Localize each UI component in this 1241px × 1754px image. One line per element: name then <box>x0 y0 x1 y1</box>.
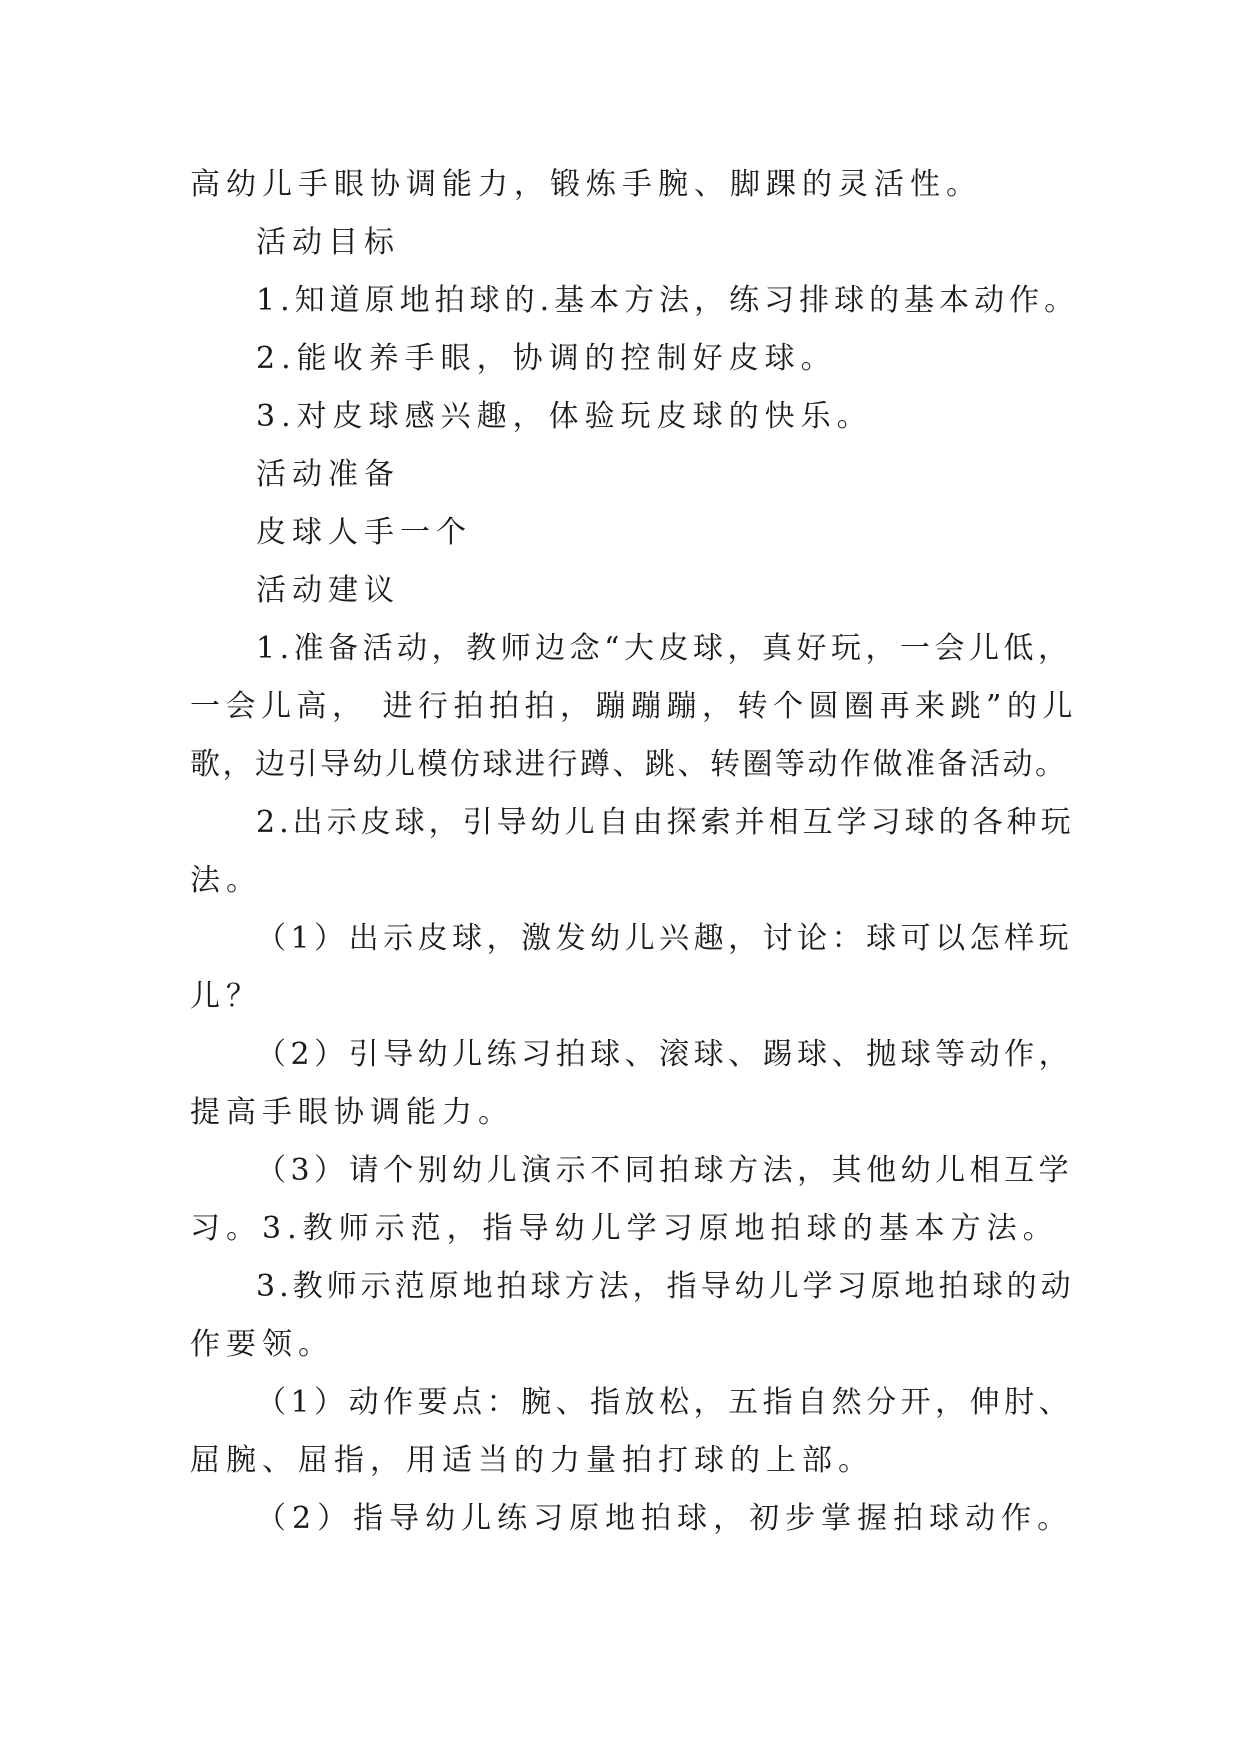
sub-item-2-line-1: （2）引导幼儿练习拍球、滚球、踢球、抛球等动作， <box>256 1037 1074 1072</box>
sub-item-1-line-2: 儿？ <box>190 979 262 1014</box>
suggestion-2-line-1: 2.出示皮球，引导幼儿自由探索并相互学习球的各种玩 <box>256 805 1075 840</box>
goal-item-2: 2.能收养手眼，协调的控制好皮球。 <box>256 341 837 376</box>
suggestion-1-line-1: 1.准备活动，教师边念“大皮球，真好玩，一会儿低， <box>256 631 1073 666</box>
suggestion-3-line-2: 作要领。 <box>190 1327 334 1362</box>
heading-activity-preparation: 活动准备 <box>256 457 400 492</box>
sub-item-1-line-1: （1）出示皮球，激发幼儿兴趣，讨论：球可以怎样玩 <box>256 921 1074 956</box>
sub-item-2-line-2: 提高手眼协调能力。 <box>190 1095 514 1130</box>
sub-point-1-line-2: 屈腕、屈指，用适当的力量拍打球的上部。 <box>190 1443 874 1478</box>
heading-activity-goals: 活动目标 <box>256 225 400 260</box>
goal-item-1: 1.知道原地拍球的.基本方法，练习排球的基本动作。 <box>256 283 1080 318</box>
text-line-continuation: 高幼儿手眼协调能力，锻炼手腕、脚踝的灵活性。 <box>190 167 982 202</box>
suggestion-3-line-1: 3.教师示范原地拍球方法，指导幼儿学习原地拍球的动 <box>256 1269 1075 1304</box>
sub-point-2: （2）指导幼儿练习原地拍球，初步掌握拍球动作。 <box>256 1501 1074 1536</box>
sub-item-3-line-1: （3）请个别幼儿演示不同拍球方法，其他幼儿相互学 <box>256 1153 1074 1188</box>
sub-point-1-line-1: （1）动作要点：腕、指放松，五指自然分开，伸肘、 <box>256 1385 1074 1420</box>
suggestion-2-line-2: 法。 <box>190 863 262 898</box>
sub-item-3-line-2: 习。3.教师示范，指导幼儿学习原地拍球的基本方法。 <box>190 1211 1059 1246</box>
goal-item-3: 3.对皮球感兴趣，体验玩皮球的快乐。 <box>256 399 873 434</box>
preparation-text: 皮球人手一个 <box>256 515 472 550</box>
suggestion-1-line-2: 一会儿高， 进行拍拍拍，蹦蹦蹦，转个圆圈再来跳”的儿 <box>190 689 1078 724</box>
heading-activity-suggestions: 活动建议 <box>256 573 400 608</box>
suggestion-1-line-3: 歌，边引导幼儿模仿球进行蹲、跳、转圈等动作做准备活动。 <box>190 747 1068 782</box>
